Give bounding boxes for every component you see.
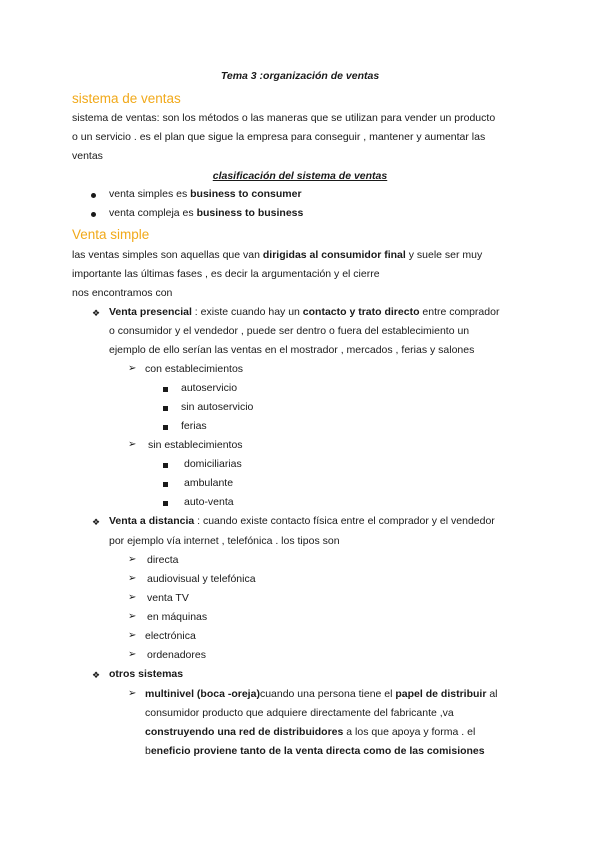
list-item: audiovisual y telefónica: [147, 573, 256, 585]
arrow-bullet-icon: ➢: [128, 592, 137, 603]
square-bullet-icon: [163, 501, 168, 506]
arrow-bullet-icon: ➢: [128, 688, 137, 699]
bold-run: Venta a distancia: [109, 515, 195, 527]
bold-run: dirigidas al consumidor final: [262, 249, 406, 261]
list-item: ordenadores: [147, 649, 206, 661]
text-run: : existe cuando hay un: [191, 306, 303, 318]
text-run: b: [145, 745, 151, 757]
paragraph-line: ventas: [72, 150, 103, 162]
bold-run: multinivel (boca -oreja): [145, 688, 260, 700]
heading-venta-simple: Venta simple: [72, 227, 150, 242]
paragraph-line: por ejemplo vía internet , telefónica . los tipos son: [109, 535, 340, 547]
square-bullet-icon: [163, 406, 168, 411]
list-item: otros sistemas: [109, 668, 184, 680]
list-item-text: venta simples es: [109, 188, 191, 200]
list-item: [109, 188, 302, 200]
arrow-bullet-icon: ➢: [128, 439, 137, 450]
diamond-bullet-icon: ❖: [92, 308, 101, 318]
arrow-bullet-icon: ➢: [128, 573, 137, 584]
paragraph-line: [72, 249, 482, 261]
arrow-bullet-icon: ➢: [128, 649, 137, 660]
bold-run: papel de distribuir: [395, 688, 487, 700]
square-bullet-icon: [163, 387, 168, 392]
text-run: las ventas simples son aquellas que van: [72, 249, 263, 261]
paragraph-line: [145, 726, 475, 738]
bullet-icon: [91, 193, 96, 198]
square-bullet-icon: [163, 482, 168, 487]
list-item-text: venta compleja es: [109, 207, 197, 219]
text-run: y suele ser muy: [405, 249, 483, 261]
list-item: [109, 515, 495, 527]
paragraph-line: consumidor producto que adquiere directamente del fabricante ,va: [145, 707, 454, 719]
text-run: cuando una persona tiene el: [259, 688, 396, 700]
list-item: venta TV: [147, 592, 189, 604]
list-item: sin autoservicio: [181, 401, 254, 413]
text-run: a los que apoya y forma . el: [343, 726, 476, 738]
arrow-bullet-icon: ➢: [128, 363, 137, 374]
list-item: electrónica: [145, 630, 196, 642]
paragraph-line: o consumidor y el vendedor , puede ser dentro o fuera del establecimiento un: [109, 325, 470, 337]
list-item: ambulante: [184, 477, 234, 489]
text-run: entre comprador: [419, 306, 500, 318]
document-title: Tema 3 :organización de ventas: [220, 70, 380, 82]
bullet-icon: [91, 212, 96, 217]
square-bullet-icon: [163, 463, 168, 468]
bold-run: Venta presencial: [109, 306, 192, 318]
list-item: [145, 688, 498, 700]
text-run: al: [486, 688, 498, 700]
diamond-bullet-icon: ❖: [92, 517, 101, 527]
list-item: sin establecimientos: [148, 439, 243, 451]
list-item-bold: business to consumer: [190, 188, 302, 200]
paragraph-line: o un servicio . es el plan que sigue la empresa para conseguir , mantener y aumentar las: [72, 131, 486, 143]
list-item: [109, 306, 499, 318]
paragraph-line: sistema de ventas: son los métodos o las maneras que se utilizan para vender un producto: [72, 112, 496, 124]
list-item: en máquinas: [147, 611, 208, 623]
list-item: domiciliarias: [184, 458, 242, 470]
list-item: autoservicio: [181, 382, 238, 394]
list-item: con establecimientos: [145, 363, 244, 375]
paragraph-line: nos encontramos con: [72, 287, 173, 299]
arrow-bullet-icon: ➢: [128, 554, 137, 565]
paragraph-line: [145, 745, 485, 757]
square-bullet-icon: [163, 425, 168, 430]
arrow-bullet-icon: ➢: [128, 630, 137, 641]
list-item: ferias: [181, 420, 207, 432]
subtitle-clasificacion: clasificación del sistema de ventas: [212, 170, 388, 182]
bold-run: construyendo una red de distribuidores: [145, 726, 344, 738]
bold-run: contacto y trato directo: [302, 306, 420, 318]
paragraph-line: importante las últimas fases , es decir la argumentación y el cierre: [72, 268, 380, 280]
arrow-bullet-icon: ➢: [128, 611, 137, 622]
paragraph-line: ejemplo de ello serían las ventas en el mostrador , mercados , ferias y salones: [109, 344, 475, 356]
list-item: [109, 207, 303, 219]
list-item: directa: [147, 554, 179, 566]
text-run: : cuando existe contacto física entre el comprador y el vendedor: [194, 515, 495, 527]
heading-sistema-de-ventas: sistema de ventas: [72, 91, 181, 106]
bold-run: eneficio proviene tanto de la venta directa como de las comisiones: [150, 745, 485, 757]
list-item: auto-venta: [184, 496, 234, 508]
diamond-bullet-icon: ❖: [92, 670, 101, 680]
list-item-bold: business to business: [196, 207, 304, 219]
